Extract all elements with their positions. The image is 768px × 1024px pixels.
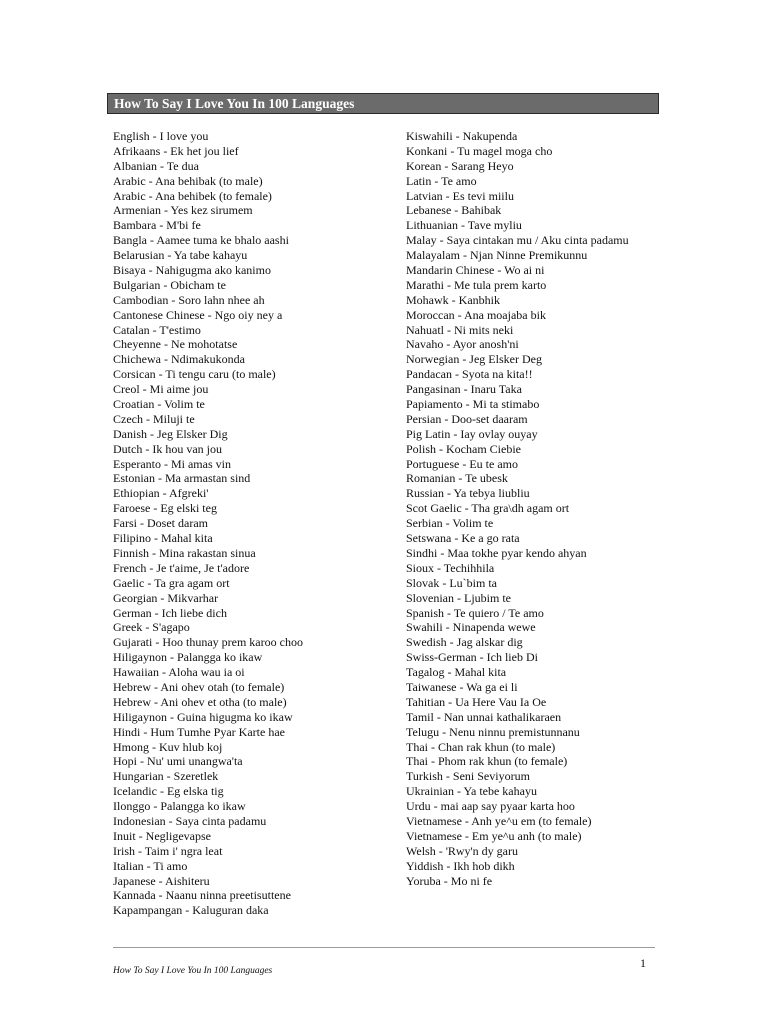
language-entry: Nahuatl - Ni mits neki xyxy=(406,322,514,337)
language-entry: Setswana - Ke a go rata xyxy=(406,531,520,546)
language-entry: Tamil - Nan unnai kathalikaraen xyxy=(406,709,562,724)
language-entry: Kannada - Naanu ninna preetisuttene xyxy=(113,888,291,903)
language-entry: Creol - Mi aime jou xyxy=(113,382,209,397)
language-entry: Icelandic - Eg elska tig xyxy=(113,784,224,799)
language-entry: Yoruba - Mo ni fe xyxy=(406,873,493,888)
language-entry: Gujarati - Hoo thunay prem karoo choo xyxy=(113,635,303,650)
language-entry: Turkish - Seni Seviyorum xyxy=(406,769,530,784)
language-entry: Telugu - Nenu ninnu premistunnanu xyxy=(406,724,580,739)
language-entry: Vietnamese - Em ye^u anh (to male) xyxy=(406,828,582,843)
language-entry: Malay - Saya cintakan mu / Aku cinta padamu xyxy=(406,233,629,248)
language-entry: Vietnamese - Anh ye^u em (to female) xyxy=(406,813,592,828)
title-bar xyxy=(107,93,659,114)
language-entry: Spanish - Te quiero / Te amo xyxy=(406,605,544,620)
language-entry: Japanese - Aishiteru xyxy=(113,873,210,888)
language-entry: Konkani - Tu magel moga cho xyxy=(406,143,553,158)
language-entry: Italian - Ti amo xyxy=(113,858,188,873)
language-entry: Georgian - Mikvarhar xyxy=(113,590,219,605)
language-entry: Danish - Jeg Elsker Dig xyxy=(113,426,228,441)
language-entry: Gaelic - Ta gra agam ort xyxy=(113,575,230,590)
language-entry: Swahili - Ninapenda wewe xyxy=(406,620,536,635)
language-entry: Marathi - Me tula prem karto xyxy=(406,277,547,292)
language-entry: Hopi - Nu' umi unangwa'ta xyxy=(113,754,243,769)
page-title: How To Say I Love You In 100 Languages xyxy=(114,96,355,111)
language-entry: Navaho - Ayor anosh'ni xyxy=(406,337,519,352)
left-language-column xyxy=(113,129,383,918)
language-entry: Afrikaans - Ek het jou lief xyxy=(113,143,239,158)
language-entry: Malayalam - Njan Ninne Premikunnu xyxy=(406,248,588,263)
language-entry: German - Ich liebe dich xyxy=(113,605,227,620)
language-entry: Greek - S'agapo xyxy=(113,620,190,635)
language-entry: Mohawk - Kanbhik xyxy=(406,292,500,307)
language-entry: Scot Gaelic - Tha gra\dh agam ort xyxy=(406,501,570,516)
language-entry: Cantonese Chinese - Ngo oiy ney a xyxy=(113,307,283,322)
language-entry: Hungarian - Szeretlek xyxy=(113,769,219,784)
language-entry: Slovenian - Ljubim te xyxy=(406,590,511,605)
language-entry: Moroccan - Ana moajaba bik xyxy=(406,307,546,322)
language-entry: Tahitian - Ua Here Vau Ia Oe xyxy=(406,694,547,709)
language-entry: Esperanto - Mi amas vin xyxy=(113,456,231,471)
language-entry: Hmong - Kuv hlub koj xyxy=(113,739,223,754)
footer-running-title: How To Say I Love You In 100 Languages xyxy=(113,966,273,976)
language-entry: Arabic - Ana behibak (to male) xyxy=(113,173,263,188)
language-entry: Lebanese - Bahibak xyxy=(406,203,502,218)
language-entry: Hindi - Hum Tumhe Pyar Karte hae xyxy=(113,724,285,739)
language-entry: Chichewa - Ndimakukonda xyxy=(113,352,245,367)
language-entry: Hebrew - Ani ohev et otha (to male) xyxy=(113,694,287,709)
language-entry: Swedish - Jag alskar dig xyxy=(406,635,523,650)
language-entry: Pig Latin - Iay ovlay ouyay xyxy=(406,426,538,441)
language-entry: Polish - Kocham Ciebie xyxy=(406,441,521,456)
language-entry: Hiligaynon - Palangga ko ikaw xyxy=(113,650,263,665)
language-entry: Swiss-German - Ich lieb Di xyxy=(406,650,538,665)
language-entry: Bisaya - Nahigugma ako kanimo xyxy=(113,263,271,278)
language-entry: Thai - Phom rak khun (to female) xyxy=(406,754,568,769)
language-entry: Belarusian - Ya tabe kahayu xyxy=(113,248,248,263)
language-entry: Russian - Ya tebya liubliu xyxy=(406,486,530,501)
language-entry: Persian - Doo-set daaram xyxy=(406,411,528,426)
language-entry: Latin - Te amo xyxy=(406,173,477,188)
language-entry: Mandarin Chinese - Wo ai ni xyxy=(406,263,545,278)
language-entry: Ukrainian - Ya tebe kahayu xyxy=(406,784,537,799)
language-entry: Bambara - M'bi fe xyxy=(113,218,201,233)
language-entry: Kiswahili - Nakupenda xyxy=(406,129,518,143)
language-entry: Yiddish - Ikh hob dikh xyxy=(406,858,515,873)
language-entry: Sindhi - Maa tokhe pyar kendo ahyan xyxy=(406,545,587,560)
language-entry: Latvian - Es tevi miilu xyxy=(406,188,514,203)
language-entry: Norwegian - Jeg Elsker Deg xyxy=(406,352,542,367)
language-entry: Serbian - Volim te xyxy=(406,516,494,531)
language-entry: Papiamento - Mi ta stimabo xyxy=(406,397,540,412)
language-entry: Catalan - T'estimo xyxy=(113,322,201,337)
language-entry: Ethiopian - Afgreki' xyxy=(113,486,209,501)
language-entry: Irish - Taim i' ngra leat xyxy=(113,843,223,858)
language-entry: French - Je t'aime, Je t'adore xyxy=(113,560,250,575)
language-entry: Sioux - Techihhila xyxy=(406,560,495,575)
language-entry: Ilonggo - Palangga ko ikaw xyxy=(113,799,246,814)
language-entry: Armenian - Yes kez sirumem xyxy=(113,203,253,218)
language-entry: Arabic - Ana behibek (to female) xyxy=(113,188,272,203)
language-entry: Faroese - Eg elski teg xyxy=(113,501,217,516)
language-entry: Slovak - Lu`bim ta xyxy=(406,575,497,590)
language-entry: Croatian - Volim te xyxy=(113,397,205,412)
language-entry: English - I love you xyxy=(113,129,209,143)
language-entry: Cambodian - Soro lahn nhee ah xyxy=(113,292,265,307)
page-number: 1 xyxy=(640,956,646,970)
language-entry: Tagalog - Mahal kita xyxy=(406,665,507,680)
language-entry: Romanian - Te ubesk xyxy=(406,471,508,486)
language-entry: Korean - Sarang Heyo xyxy=(406,158,514,173)
right-language-column xyxy=(406,129,666,888)
language-entry: Thai - Chan rak khun (to male) xyxy=(406,739,556,754)
language-entry: Cheyenne - Ne mohotatse xyxy=(113,337,238,352)
language-entry: Corsican - Ti tengu caru (to male) xyxy=(113,367,276,382)
language-entry: Taiwanese - Wa ga ei li xyxy=(406,679,518,694)
language-entry: Pangasinan - Inaru Taka xyxy=(406,382,522,397)
footer-divider xyxy=(113,947,655,948)
language-entry: Bangla - Aamee tuma ke bhalo aashi xyxy=(113,233,289,248)
language-entry: Filipino - Mahal kita xyxy=(113,531,213,546)
language-entry: Hawaiian - Aloha wau ia oi xyxy=(113,665,245,680)
language-entry: Estonian - Ma armastan sind xyxy=(113,471,251,486)
language-entry: Indonesian - Saya cinta padamu xyxy=(113,813,267,828)
language-entry: Hiligaynon - Guina higugma ko ikaw xyxy=(113,709,293,724)
language-entry: Hebrew - Ani ohev otah (to female) xyxy=(113,679,285,694)
language-entry: Lithuanian - Tave myliu xyxy=(406,218,522,233)
language-entry: Farsi - Doset daram xyxy=(113,516,208,531)
language-entry: Czech - Miluji te xyxy=(113,411,195,426)
language-entry: Albanian - Te dua xyxy=(113,158,199,173)
language-entry: Urdu - mai aap say pyaar karta hoo xyxy=(406,799,575,814)
language-entry: Pandacan - Syota na kita!! xyxy=(406,367,533,382)
language-entry: Inuit - Negligevapse xyxy=(113,828,211,843)
language-entry: Dutch - Ik hou van jou xyxy=(113,441,222,456)
language-entry: Kapampangan - Kaluguran daka xyxy=(113,903,269,918)
language-entry: Welsh - 'Rwy'n dy garu xyxy=(406,843,519,858)
language-entry: Bulgarian - Obicham te xyxy=(113,277,226,292)
language-entry: Portuguese - Eu te amo xyxy=(406,456,518,471)
language-entry: Finnish - Mina rakastan sinua xyxy=(113,545,256,560)
